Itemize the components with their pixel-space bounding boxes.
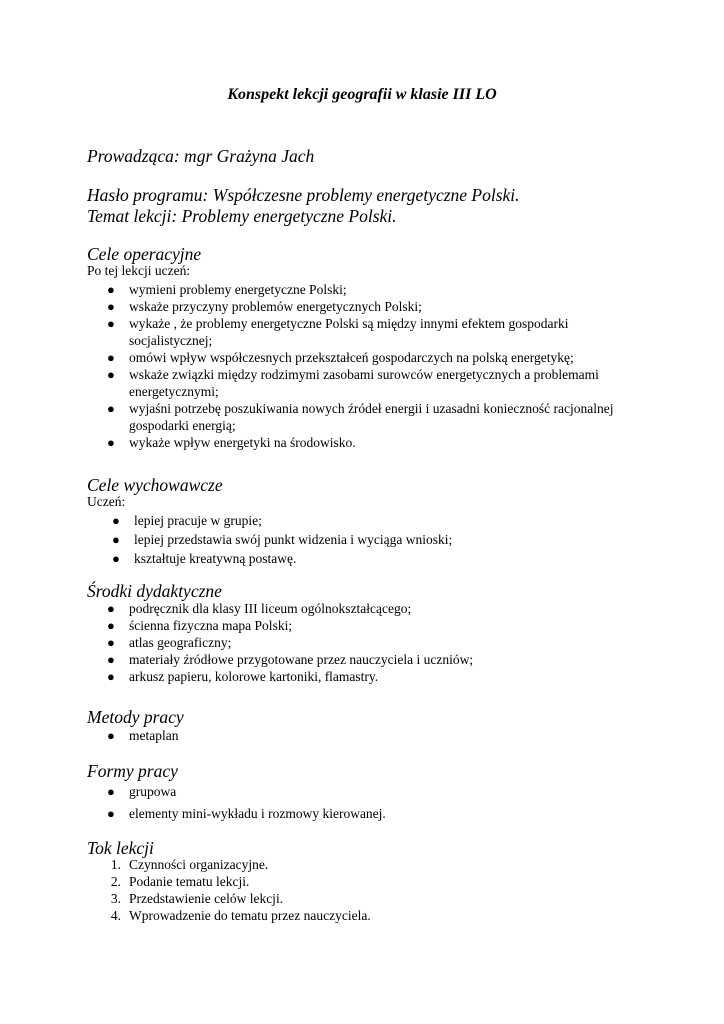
bullet-icon: ●	[107, 401, 115, 416]
bullet-icon: ●	[107, 652, 115, 667]
list-item: ● atlas geograficzny;	[107, 635, 232, 650]
operational-goals-list	[107, 281, 649, 451]
list-item: ● lepiej pracuje w grupie;	[112, 513, 262, 528]
list-item: ● wymieni problemy energetyczne Polski;	[107, 282, 347, 297]
list-item: ● omówi wpływ współczesnych przekształceń gospodarczych na polską energetykę;	[107, 350, 574, 365]
list-item: ● wykaże wpływ energetyki na środowisko.	[107, 435, 356, 450]
document-title: Konspekt lekcji geografii w klasie III LO	[227, 86, 497, 103]
bullet-icon: ●	[107, 601, 115, 616]
list-item: ● wykaże , że problemy energetyczne Polski są między innymi efektem gospodarki socjalistycznej;	[107, 316, 569, 348]
bullet-icon: ●	[107, 806, 115, 821]
operational-goals-intro: Po tej lekcji uczeń:	[87, 263, 191, 278]
teaching-means-list	[107, 600, 649, 685]
work-forms-list	[107, 783, 649, 827]
bullet-icon: ●	[112, 513, 120, 528]
bullet-icon: ●	[107, 282, 115, 297]
teacher-line: Prowadząca: mgr Grażyna Jach	[87, 146, 315, 166]
list-item: ● materiały źródłowe przygotowane przez nauczyciela i uczniów;	[107, 652, 474, 667]
bullet-icon: ●	[107, 435, 115, 450]
bullet-icon: ●	[107, 635, 115, 650]
bullet-icon: ●	[107, 299, 115, 314]
bullet-icon: ●	[112, 551, 120, 566]
list-item: ● grupowa	[107, 784, 177, 799]
operational-goals-heading: Cele operacyjne	[87, 244, 202, 264]
bullet-icon: ●	[107, 350, 115, 365]
teaching-means-heading: Środki dydaktyczne	[87, 581, 222, 601]
work-methods-heading: Metody pracy	[87, 707, 184, 727]
educational-goals-intro: Uczeń:	[87, 494, 126, 509]
topic-line: Temat lekcji: Problemy energetyczne Polski.	[87, 206, 397, 226]
bullet-icon: ●	[107, 316, 115, 331]
bullet-icon: ●	[107, 367, 115, 382]
educational-goals-list	[112, 512, 634, 567]
list-item: ● metaplan	[107, 728, 179, 743]
bullet-icon: ●	[112, 532, 120, 547]
bullet-icon: ●	[107, 669, 115, 684]
list-item: 2. Podanie tematu lekcji.	[110, 874, 250, 889]
list-item: ● wyjaśni potrzebę poszukiwania nowych źródeł energii i uzasadni konieczność racjonalnej gospodarki energią;	[107, 401, 614, 433]
bullet-icon: ●	[107, 784, 115, 799]
list-item: ● elementy mini-wykładu i rozmowy kierowanej.	[107, 806, 386, 821]
list-item: 3. Przedstawienie celów lekcji.	[110, 891, 284, 906]
work-forms-heading: Formy pracy	[87, 761, 178, 781]
program-line: Hasło programu: Współczesne problemy energetyczne Polski.	[87, 185, 520, 205]
list-item: ● wskaże związki między rodzimymi zasobami surowców energetycznych a problemami energetycznymi;	[107, 367, 599, 399]
work-methods-list	[107, 727, 649, 744]
list-item: ● ścienna fizyczna mapa Polski;	[107, 618, 293, 633]
list-item: ● kształtuje kreatywną postawę.	[112, 551, 297, 566]
bullet-icon: ●	[107, 728, 115, 743]
bullet-icon: ●	[107, 618, 115, 633]
list-item: ● wskaże przyczyny problemów energetycznych Polski;	[107, 299, 422, 314]
list-item: ● lepiej przedstawia swój punkt widzenia i wyciąga wnioski;	[112, 532, 453, 547]
list-item: ● podręcznik dla klasy III liceum ogólnokształcącego;	[107, 601, 412, 616]
educational-goals-heading: Cele wychowawcze	[87, 475, 223, 495]
list-item: 4. Wprowadzenie do tematu przez nauczyciela.	[110, 908, 371, 923]
list-item: ● arkusz papieru, kolorowe kartoniki, flamastry.	[107, 669, 379, 684]
list-item: 1. Czynności organizacyjne.	[110, 857, 269, 872]
lesson-course-list	[110, 856, 649, 924]
lesson-course-heading: Tok lekcji	[87, 838, 154, 858]
